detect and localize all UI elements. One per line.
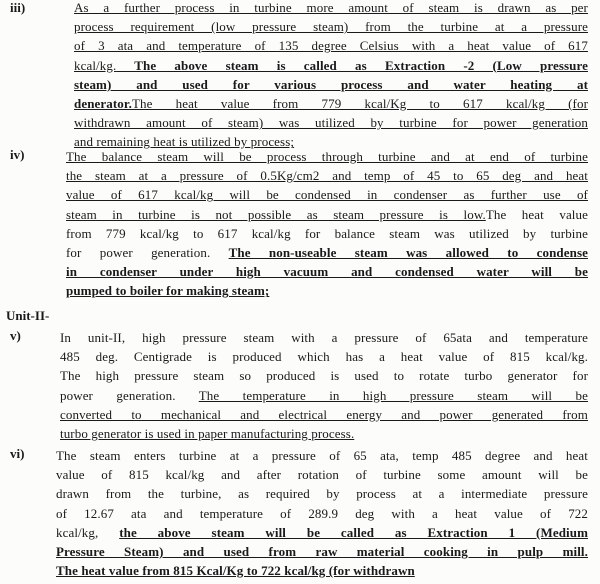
text-run: power generation. <box>60 387 199 403</box>
text-run: steam) and used for various process and water heating at <box>74 76 588 92</box>
text-run: in condenser under high vacuum and condensed water will be <box>66 264 588 280</box>
text-run: Pressure Steam) and used from raw material cooking in pulp mill. <box>56 544 588 560</box>
text-run: The temperature in high pressure steam will be <box>198 387 588 403</box>
text-line <box>56 446 588 465</box>
text-run: 485 deg. Centigrade is produced which has a heat value of 815 kcal/kg. <box>60 349 588 365</box>
item-paragraph <box>60 328 588 443</box>
item-paragraph <box>74 0 588 152</box>
text-line <box>56 465 588 484</box>
text-line <box>66 166 588 185</box>
text-line <box>74 94 588 113</box>
text-run: As a further process in turbine more amount of steam is drawn as per <box>74 0 588 15</box>
item-marker: iv) <box>10 147 25 162</box>
text-run: The above steam is called as Extraction -2 (Low pressure <box>116 57 588 73</box>
item-marker: vi) <box>10 446 25 461</box>
text-run: The steam enters turbine at a pressure of 65 ata, temp 485 degree and heat <box>56 448 588 463</box>
text-line <box>66 185 588 204</box>
item-marker: iii) <box>10 0 26 15</box>
text-run: The heat value from 815 Kcal/Kg to 722 kcal/kg (for withdrawn <box>56 563 415 579</box>
text-line <box>74 17 588 36</box>
text-line <box>60 424 588 443</box>
item-paragraph <box>56 446 588 580</box>
text-line <box>66 262 588 281</box>
text-line <box>74 0 588 17</box>
text-line <box>74 36 588 55</box>
text-line <box>66 205 588 224</box>
text-line <box>60 328 588 347</box>
text-line <box>56 542 588 561</box>
text-run: and remaining heat is utilized by process; <box>74 134 295 150</box>
text-run: converted to mechanical and electrical energy and power generated from <box>60 406 588 422</box>
text-run: of 3 ata and temperature of 135 degree Celsius with a heat value of 617 <box>74 38 588 54</box>
text-run: kcal/kg, <box>56 524 120 540</box>
text-run: drawn from the turbine, as required by process at a intermediate pressure <box>56 486 588 502</box>
text-line <box>56 484 588 503</box>
text-line <box>56 561 588 580</box>
text-run: denerator. <box>74 96 132 112</box>
text-run: kcal/kg. <box>74 57 117 73</box>
text-line <box>60 347 588 366</box>
text-line <box>74 75 588 94</box>
text-run: value of 617 kcal/kg will be condensed in condenser as further use of <box>66 187 588 203</box>
text-line <box>60 386 588 405</box>
text-line <box>60 405 588 424</box>
item-paragraph <box>66 147 588 301</box>
text-line <box>66 281 588 300</box>
text-run: The heat value from 779 kcal/Kg to 617 kcal/kg (for <box>131 96 588 112</box>
text-run: pumped to boiler for making steam; <box>66 283 270 299</box>
text-line <box>56 504 588 523</box>
item-marker: v) <box>10 328 21 343</box>
text-run: The high pressure steam so produced is used to rotate turbo generator for <box>60 368 588 384</box>
text-run: for power generation. <box>66 245 229 261</box>
text-line <box>66 147 588 166</box>
text-line <box>74 113 588 132</box>
text-line <box>56 523 588 542</box>
text-run: The heat value <box>485 206 588 222</box>
text-run: the above steam will be called as Extraction 1 (Medium <box>119 524 588 540</box>
unit-heading: Unit-II- <box>6 308 50 323</box>
text-run: process requirement (low pressure steam) from the turbine at a pressure <box>74 19 588 35</box>
text-line <box>66 224 588 243</box>
text-run: The balance steam will be process through turbine and at end of turbine <box>66 149 588 164</box>
text-run: withdrawn amount of steam) was utilized by turbine for power generation <box>74 115 588 131</box>
text-run: The non-useable steam was allowed to condense <box>228 245 588 261</box>
text-run: In unit-II, high pressure steam with a pressure of 65ata and temperature <box>60 330 588 345</box>
text-run: from 779 kcal/kg to 617 kcal/kg for balance steam was utilized by turbine <box>66 225 588 241</box>
text-line <box>60 366 588 385</box>
text-run: of 12.67 ata and temperature of 289.9 deg with a heat value of 722 <box>56 505 588 521</box>
text-run: the steam at a pressure of 0.5Kg/cm2 and temp of 45 to 65 deg and heat <box>66 168 588 184</box>
text-line <box>66 243 588 262</box>
text-run: steam in turbine is not possible as steam pressure is low. <box>66 206 486 222</box>
text-run: turbo generator is used in paper manufacturing process. <box>60 426 355 442</box>
text-line <box>74 56 588 75</box>
text-run: value of 815 kcal/kg and after rotation of turbine some amount will be <box>56 467 588 483</box>
